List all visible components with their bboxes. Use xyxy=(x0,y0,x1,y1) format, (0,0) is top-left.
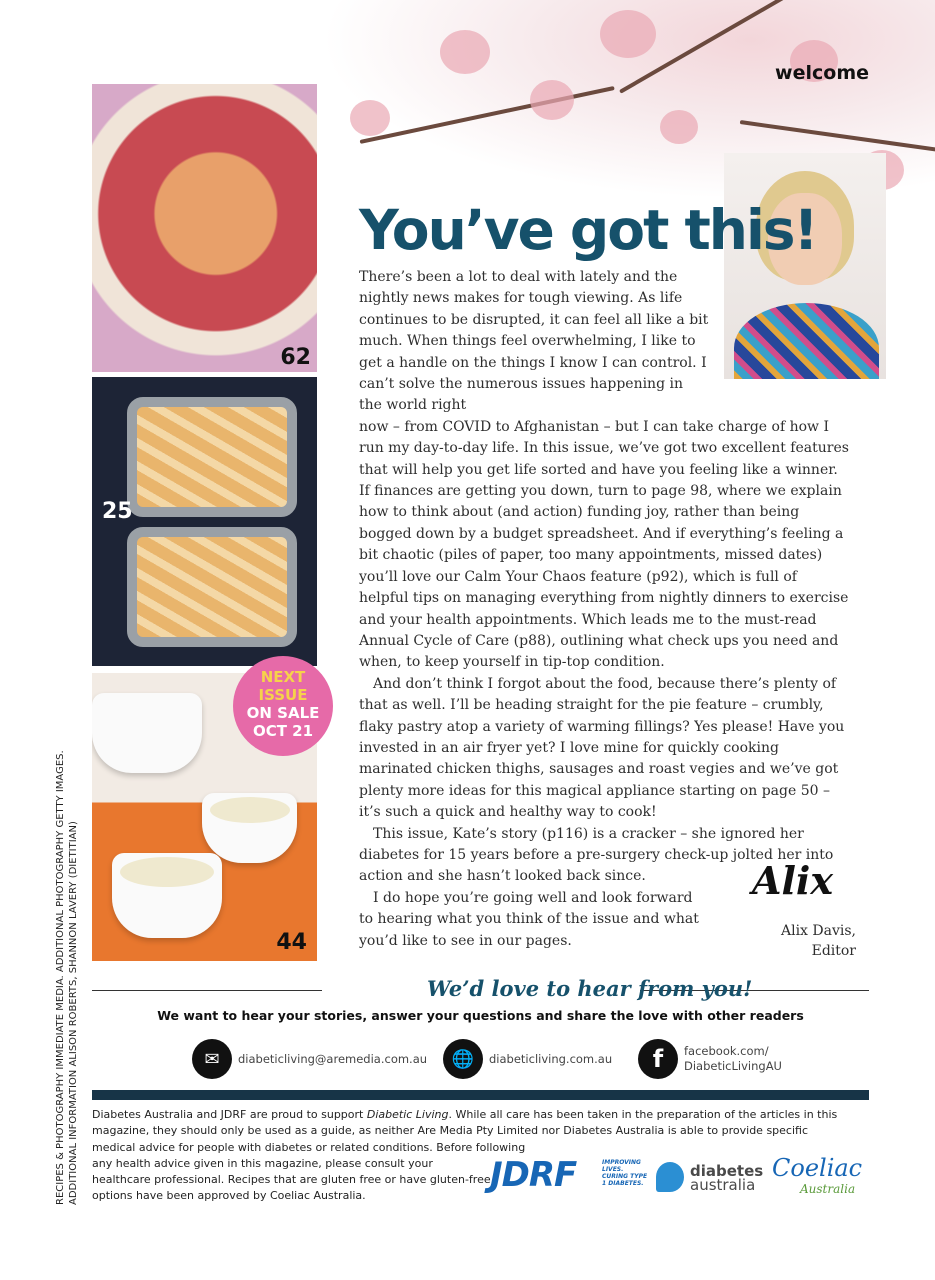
editor-name: Alix Davis, xyxy=(780,923,856,939)
next-issue-badge: NEXT ISSUE ON SALE OCT 21 xyxy=(233,656,333,756)
email-contact[interactable] xyxy=(192,1038,427,1080)
photo-credits: RECIPES & PHOTOGRAPHY IMMEDIATE MEDIA. ADDITIONAL PHOTOGRAPHY GETTY IMAGES. ADDITIONAL INFORMATION ALISON ROBERTS, SHANNON LAVERY (DIETITIAN) xyxy=(55,750,79,1205)
disclaimer: Diabetes Australia and JDRF are proud to support Diabetic Living. While all care has been taken in the preparation of the articles in this magazine, they should only be used as a guide, as neither Are Media Pty Limited nor Diabetes Australia is able to provide specific medical advice for people with diabetes or related conditions. Before following any health advice given in this magazine, please consult your healthcare professional. Recipes that are gluten free or have gluten-free options have been approved by Coeliac Australia. xyxy=(92,1108,838,1203)
page-number: 25 xyxy=(102,499,133,524)
breakfast-bowl-photo xyxy=(92,84,317,372)
paragraph: And don’t think I forgot about the food, because there’s plenty of that as well. I’ll be heading straight for the pie feature – crumbly, flaky pastry atop a variety of warming fillings? Yes please! Have you invested in an air fryer yet? I love mine for quickly cooking marinated chicken thighs, sausages and roast vegies and we’ve got plenty more ideas for this magical appliance starting on page 50 – it’s such a quick and healthy way to cook! xyxy=(359,675,845,821)
page-number: 44 xyxy=(276,930,307,955)
sponsor-logos xyxy=(490,1150,875,1200)
divider-bar xyxy=(92,1090,869,1100)
jdrf-logo: JDRF xyxy=(490,1155,577,1195)
editor-title: Editor xyxy=(811,943,856,959)
diabetes-australia-logo-icon xyxy=(656,1162,684,1192)
diabetes-australia-logo: diabetes australia xyxy=(690,1162,764,1194)
contact-heading-row xyxy=(92,977,869,1003)
pie-photo xyxy=(92,377,317,666)
paragraph: There’s been a lot to deal with lately and the nightly news makes for tough viewing. As life continues to be disrupted, it can feel all like a bit much. When things feel overwhelming, I like to get a handle on the things I know I can control. I can’t solve the numerous issues happening in the world right xyxy=(359,269,709,414)
paragraph: This issue, Kate’s story (p116) is a cracker – she ignored her diabetes for 15 years before a pre-surgery check-up jolted her into action and she hasn’t looked back since. xyxy=(359,825,834,885)
website-contact[interactable] xyxy=(443,1038,612,1080)
contact-subheading: We want to hear your stories, answer your questions and share the love with other readers xyxy=(157,1008,804,1023)
coeliac-logo: Coeliac xyxy=(772,1154,863,1182)
facebook-link[interactable]: facebook.com/ DiabeticLivingAU xyxy=(684,1044,782,1073)
editor-signoff xyxy=(781,921,856,961)
email-link[interactable]: diabeticliving@aremedia.com.au xyxy=(238,1052,428,1066)
paragraph: I do hope you’re going well and look forward to hearing what you think of the issue and what you’d like to see in our pages. xyxy=(359,889,699,949)
facebook-contact[interactable] xyxy=(638,1038,782,1080)
page-number: 62 xyxy=(280,345,311,370)
signature: Alix xyxy=(752,858,834,903)
section-label: welcome xyxy=(775,62,869,84)
paragraph: now – from COVID to Afghanistan – but I can take charge of how I run my day-to-day life. In this issue, we’ve got two excellent features that will help you get life sorted and have you feeling like a winner. If finances are getting you down, turn to page 98, where we explain how to think about (and action) funding joy, rather than being bogged down by a budget spreadsheet. And if everything’s feeling a bit chaotic (piles of paper, too many appointments, missed dates) you’ll love our Calm Your Chaos feature (p92), which is full of helpful tips on managing everything from nightly dinners to exercise and your health appointments. Which leads me to the must-read Annual Cycle of Care (p88), outlining what check ups you need and when, to keep yourself in tip-top condition. xyxy=(359,418,849,671)
envelope-icon: ✉ xyxy=(192,1039,232,1079)
coeliac-logo-sub: Australia xyxy=(800,1182,856,1196)
facebook-icon: f xyxy=(638,1039,678,1079)
contact-heading: We’d love to hear from you! xyxy=(427,976,753,1001)
globe-icon: 🌐 xyxy=(443,1039,483,1079)
website-link[interactable]: diabeticliving.com.au xyxy=(489,1052,613,1066)
page-title: You’ve got this! xyxy=(359,198,817,262)
editorial-body xyxy=(359,267,849,952)
jdrf-tagline: IMPROVING LIVES. CURING TYPE 1 DIABETES. xyxy=(602,1159,648,1187)
